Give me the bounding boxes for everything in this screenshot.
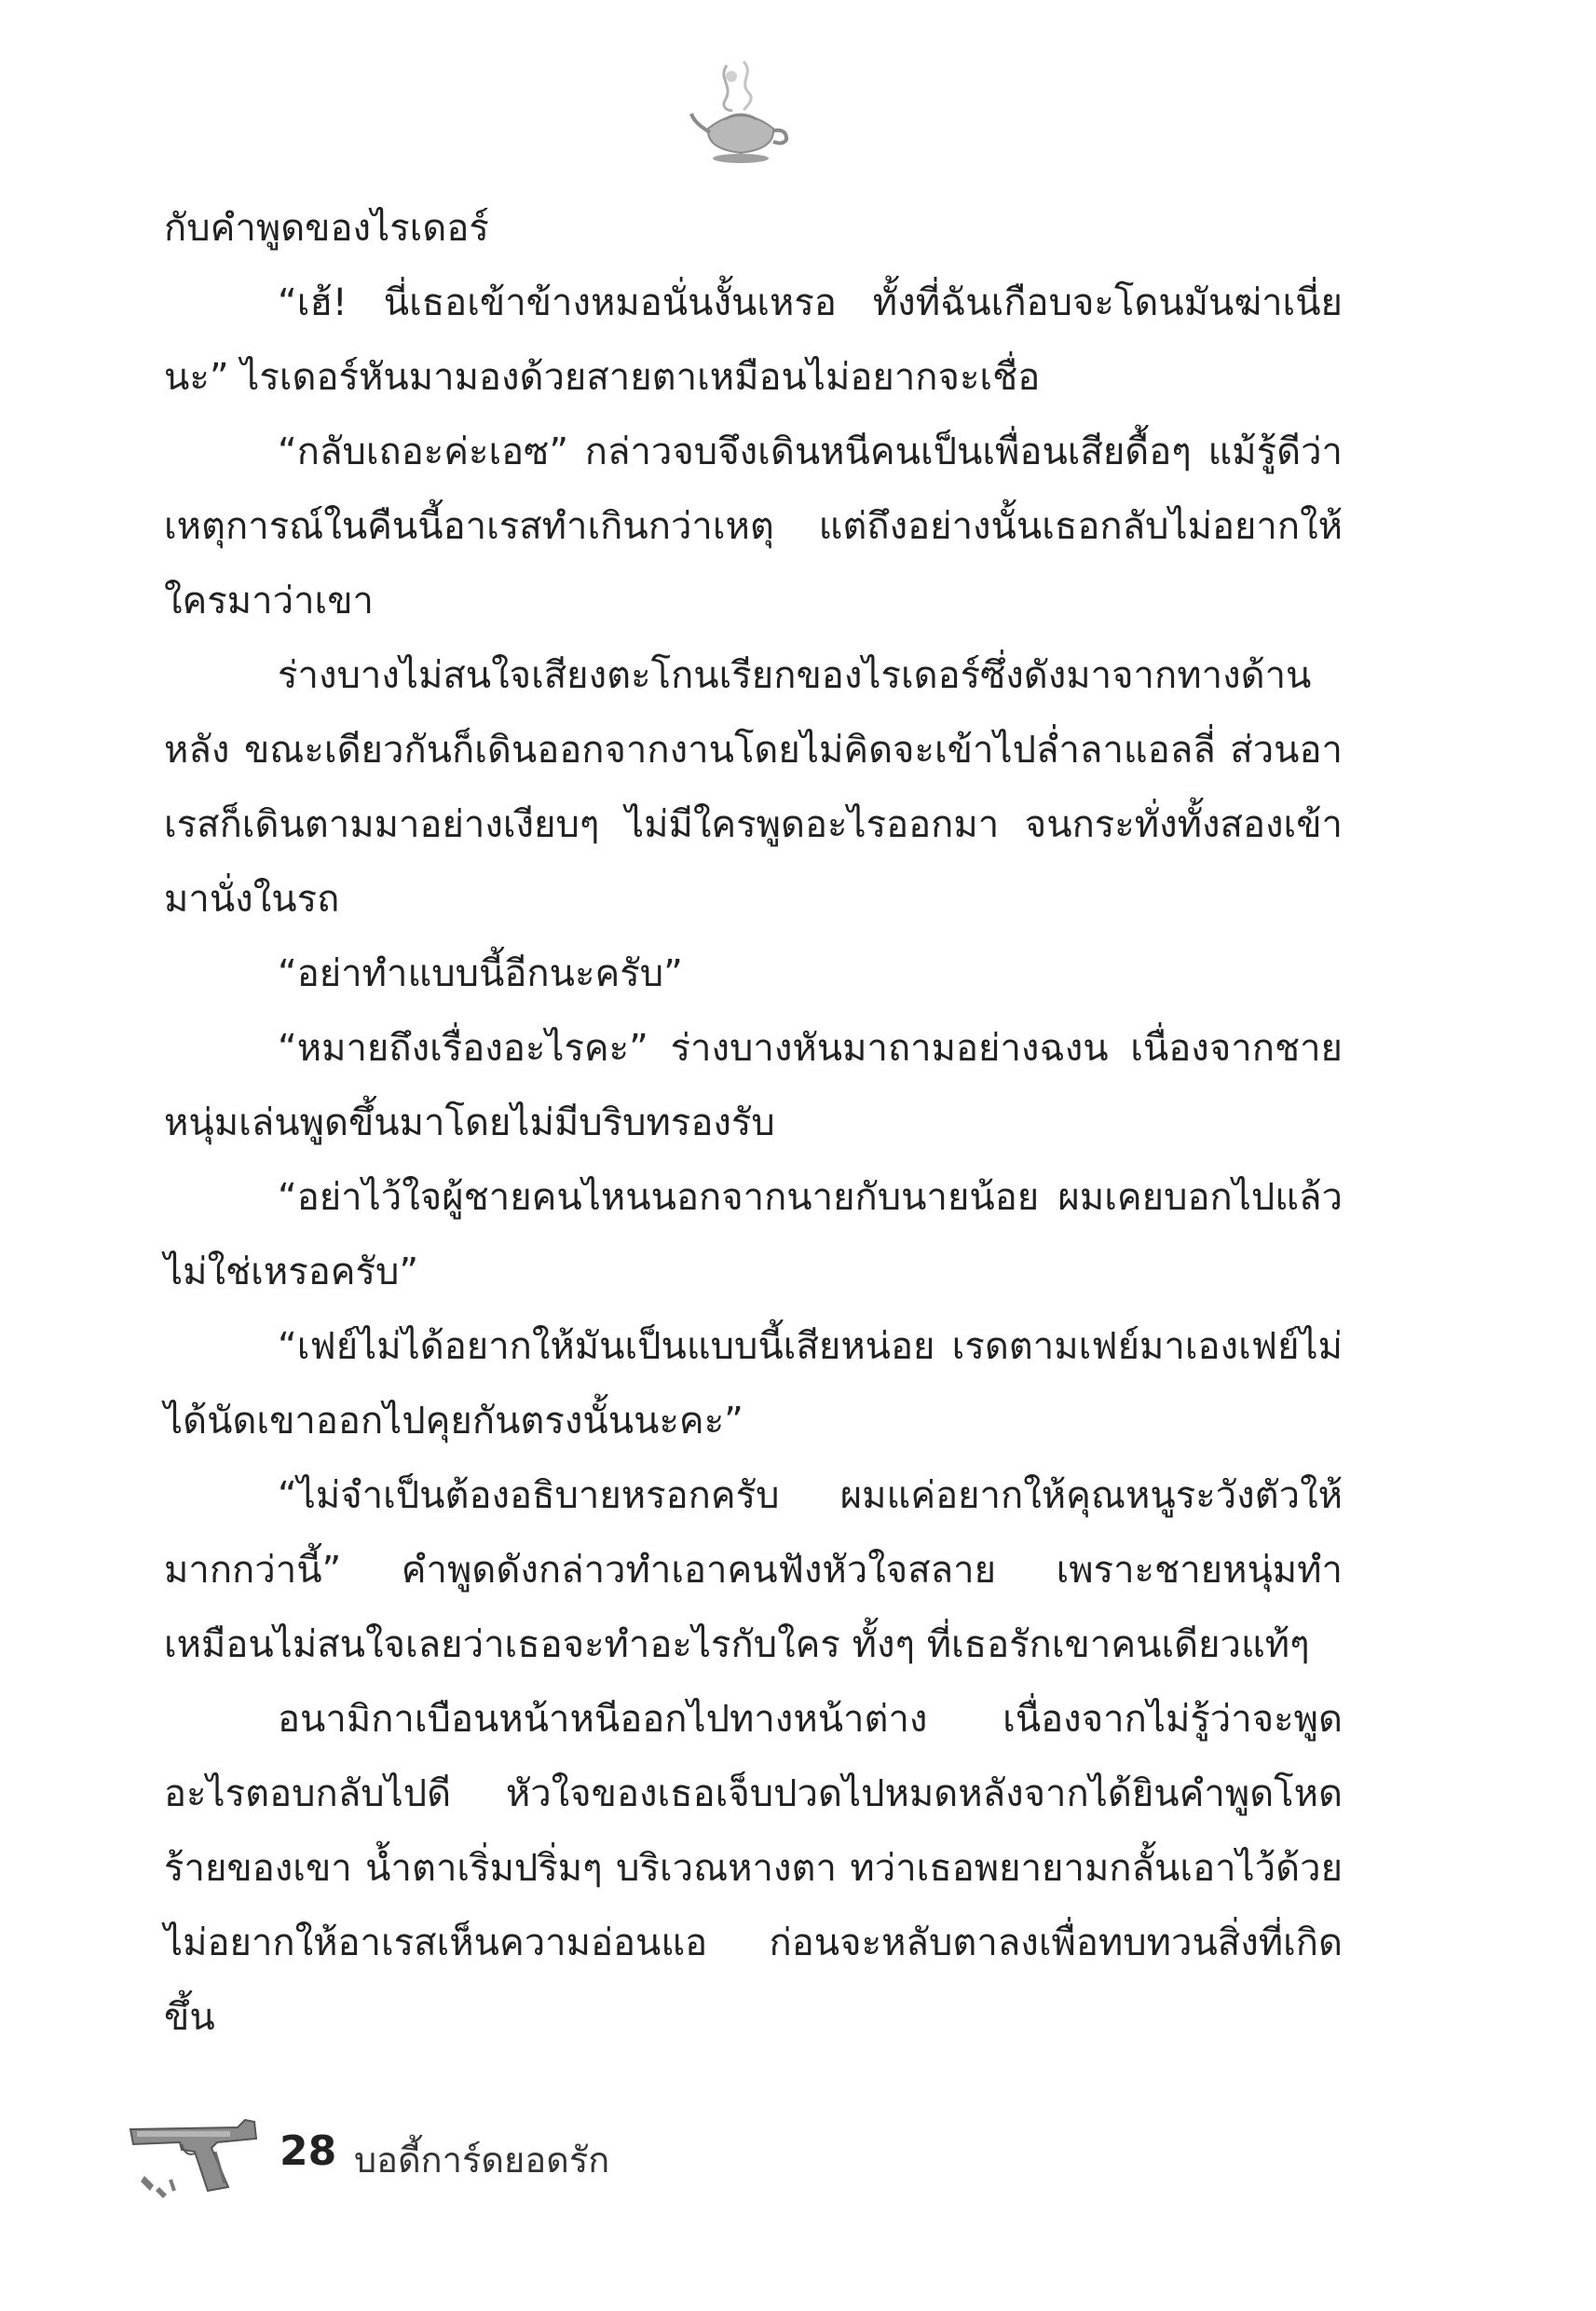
- paragraph: ร่างบางไม่สนใจเสียงตะโกนเรียกของไรเดอร์ซึ่งดังมาจากทางด้านหลัง ขณะเดียวกันก็เดินออกจากงานโดยไม่คิดจะเข้าไปล่ำลาแอลลี่ ส่วนอาเรสก็เดินตามมาอย่างเงียบๆ ไม่มีใครพูดอะไรออกมา จนกระทั่งทั้งสองเข้ามานั่งในรถ: [164, 654, 1343, 921]
- body-text: [164, 191, 1343, 2055]
- paragraph: “ไม่จำเป็นต้องอธิบายหรอกครับ ผมแค่อยากให้คุณหนูระวังตัวให้มากกว่านี้” คำพูดดังกล่าวทำเอาคนฟังหัวใจสลาย เพราะชายหนุ่มทำเหมือนไม่สนใจเลยว่าเธอจะทำอะไรกับใคร ทั้งๆ ที่เธอรักเขาคนเดียวแท้ๆ: [164, 1474, 1343, 1666]
- paragraph: “หมายถึงเรื่องอะไรคะ” ร่างบางหันมาถามอย่างฉงน เนื่องจากชายหนุ่มเล่นพูดขึ้นมาโดยไม่มีบริบทรองรับ: [164, 1027, 1343, 1144]
- page-footer: [126, 2111, 871, 2213]
- page-number: 28: [280, 2127, 337, 2175]
- pistol-icon: [126, 2111, 266, 2208]
- paragraph: กับคำพูดของไรเดอร์: [164, 207, 489, 250]
- paragraph: “เฮ้! นี่เธอเข้าข้างหมอนั่นงั้นเหรอ ทั้งที่ฉันเกือบจะโดนมันฆ่าเนี่ยนะ” ไรเดอร์หันมามองด้วยสายตาเหมือนไม่อยากจะเชื่อ: [164, 281, 1343, 399]
- teapot-ornament-icon: [689, 56, 792, 168]
- book-title: บอดี้การ์ดยอดรัก: [354, 2140, 610, 2181]
- paragraph: “อย่าไว้ใจผู้ชายคนไหนนอกจากนายกับนายน้อย ผมเคยบอกไปแล้วไม่ใช่เหรอครับ”: [164, 1176, 1343, 1293]
- paragraph: “เฟย์ไม่ได้อยากให้มันเป็นแบบนี้เสียหน่อย เรดตามเฟย์มาเองเฟย์ไม่ได้นัดเขาออกไปคุยกันตรงนั้นนะคะ”: [164, 1325, 1343, 1443]
- paragraph: “อย่าทำแบบนี้อีกนะครับ”: [278, 952, 683, 995]
- paragraph: อนามิกาเบือนหน้าหนีออกไปทางหน้าต่าง เนื่องจากไม่รู้ว่าจะพูดอะไรตอบกลับไปดี หัวใจของเธอเจ็บปวดไปหมดหลังจากได้ยินคำพูดโหดร้ายของเขา น้ำตาเริ่มปริ่มๆ บริเวณหางตา ทว่าเธอพยายามกลั้นเอาไว้ด้วยไม่อยากให้อาเรสเห็นความอ่อนแอ ก่อนจะหลับตาลงเพื่อทบทวนสิ่งที่เกิดขึ้น: [164, 1698, 1343, 2039]
- paragraph: “กลับเถอะค่ะเอซ” กล่าวจบจึงเดินหนีคนเป็นเพื่อนเสียดื้อๆ แม้รู้ดีว่าเหตุการณ์ในคืนนี้อาเรสทำเกินกว่าเหตุ แต่ถึงอย่างนั้นเธอกลับไม่อยากให้ใครมาว่าเขา: [164, 431, 1343, 622]
